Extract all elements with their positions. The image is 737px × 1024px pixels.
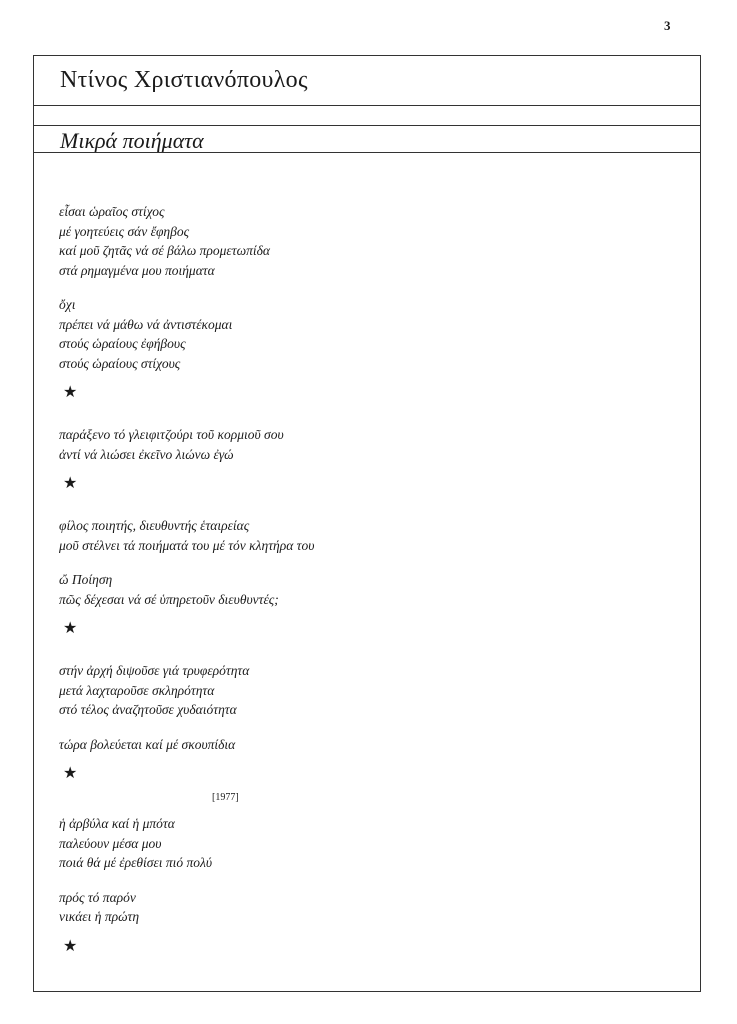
poem-date: [1977] xyxy=(212,792,239,803)
poem xyxy=(59,661,680,754)
star-separator-icon: ★ xyxy=(63,620,78,637)
star-separator-icon: ★ xyxy=(63,937,78,955)
poem-line: στούς ὡραίους στίχους xyxy=(59,355,181,371)
poem-line: στήν ἀρχή διψοῦσε γιά τρυφερότητα xyxy=(59,663,250,678)
poem-line: ἡ ἀρβύλα καί ἡ μπότα xyxy=(59,816,175,831)
poem-line: πῶς δέχεσαι νά σέ ὑπηρετοῦν διευθυντές; xyxy=(59,591,279,607)
poem-line: μέ γοητεύεις σάν ἔφηβος xyxy=(59,223,190,239)
poem-line: παράξενο τό γλειφιτζούρι τοῦ κορμιοῦ σου xyxy=(59,427,284,442)
page-frame xyxy=(33,55,701,992)
author-header xyxy=(34,56,700,106)
title-divider xyxy=(34,152,700,153)
star-separator-icon: ★ xyxy=(63,765,78,782)
poem-line: μοῦ στέλνει τά ποιήματά του μέ τόν κλητήρα του xyxy=(59,537,315,553)
star-separator-icon: ★ xyxy=(63,384,78,401)
poem-line: ἀντί νά λιώσει ἐκεῖνο λιώνω ἐγώ xyxy=(59,446,234,462)
poem-line: στούς ὡραίους ἐφήβους xyxy=(59,336,186,351)
poem-line: μετά λαχταροῦσε σκληρότητα xyxy=(59,682,215,698)
poem xyxy=(59,425,680,464)
poem-line: ὄχι xyxy=(59,297,76,312)
poem-line: στά ρημαγμένα μου ποιήματα xyxy=(59,262,215,278)
poem-line: πρός τό παρόν xyxy=(59,889,136,905)
poem-line: καί μοῦ ζητᾶς νά σέ βάλω προμετωπίδα xyxy=(59,243,270,258)
poem-line: ὤ Ποίηση xyxy=(59,572,113,587)
poem-line: παλεύουν μέσα μου xyxy=(59,835,162,851)
poem xyxy=(59,202,680,373)
poem-line: νικάει ἡ πρώτη xyxy=(59,909,140,924)
star-separator-icon: ★ xyxy=(63,475,78,492)
poems-body xyxy=(59,202,680,979)
title-header xyxy=(34,126,700,154)
poem xyxy=(59,516,680,609)
poem-line: ποιά θά μέ ἐρεθίσει πιό πολύ xyxy=(59,855,213,870)
poem-line: τώρα βολεύεται καί μέ σκουπίδια xyxy=(59,736,236,752)
author-name: Ντίνος Χριστιανόπουλος xyxy=(60,67,308,93)
poem xyxy=(59,814,680,927)
header-spacer xyxy=(34,106,700,126)
collection-title: Μικρά ποιήματα xyxy=(60,128,204,153)
poem-line: πρέπει νά μάθω νά ἀντιστέκομαι xyxy=(59,316,233,332)
poem-line: στό τέλος ἀναζητοῦσε χυδαιότητα xyxy=(59,702,237,717)
poem-line: φίλος ποιητής, διευθυντής ἑταιρείας xyxy=(59,518,250,533)
page-number: 3 xyxy=(664,18,671,33)
poem-line: εἶσαι ὡραῖος στίχος xyxy=(59,204,165,219)
